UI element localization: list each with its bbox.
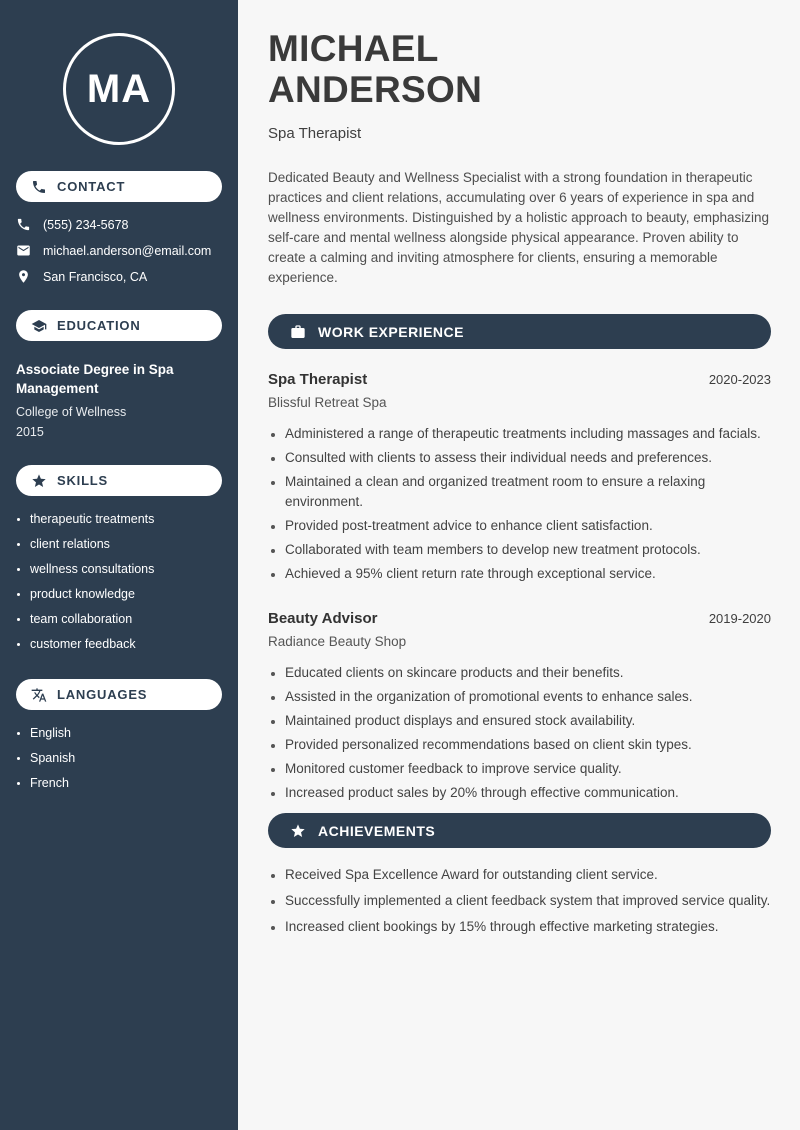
education-year: 2015 [16, 425, 44, 439]
skill-item: • client relations [30, 536, 238, 553]
name-last-line: ANDERSON [268, 69, 483, 110]
contact-list [16, 217, 222, 284]
achievements-pill [268, 813, 771, 848]
main-content [238, 0, 800, 1130]
skills-label: SKILLS [57, 473, 109, 488]
location-text: San Francisco, CA [43, 269, 148, 284]
language-item: • French [30, 775, 238, 792]
skills-list [0, 511, 238, 653]
bullet-item: • Increased product sales by 20% through effective communication. [285, 783, 771, 803]
education-school: College of Wellness [16, 405, 127, 419]
job-entry [268, 371, 771, 584]
job-title: Spa Therapist [268, 371, 368, 388]
achievement-item: • Received Spa Excellence Award for outstanding client service. [285, 865, 771, 885]
bullet-item: • Maintained product displays and ensured stock availability. [285, 711, 771, 731]
translate-icon [31, 687, 47, 703]
languages-section-pill [16, 679, 222, 710]
skill-item: • product knowledge [30, 586, 238, 603]
contact-section-pill [16, 171, 222, 202]
star-icon [31, 473, 47, 489]
skills-section-pill [16, 465, 222, 496]
job-dates: 2019-2020 [708, 611, 771, 626]
briefcase-icon [290, 324, 306, 340]
work-experience-pill [268, 314, 771, 349]
work-experience-label: WORK EXPERIENCE [318, 323, 464, 340]
email-address: michael.anderson@email.com [43, 243, 212, 258]
education-degree: Associate Degree in Spa Management [16, 362, 174, 396]
education-entry [16, 360, 222, 439]
star-icon [290, 823, 306, 839]
bullet-item: • Consulted with clients to assess their individual needs and preferences. [285, 448, 771, 468]
achievements-list [268, 865, 771, 937]
email-icon [16, 243, 31, 258]
job-bullets [268, 663, 771, 803]
phone-number: (555) 234-5678 [43, 217, 129, 232]
language-item: • English [30, 725, 238, 742]
bullet-item: • Provided personalized recommendations based on client skin types. [285, 735, 771, 755]
achievement-item: • Increased client bookings by 15% through effective marketing strategies. [285, 917, 771, 937]
bullet-item: • Monitored customer feedback to improve service quality. [285, 759, 771, 779]
job-entry [268, 610, 771, 803]
avatar-initials: MA [86, 66, 152, 111]
sidebar [0, 0, 238, 1130]
graduation-cap-icon [31, 318, 47, 334]
languages-label: LANGUAGES [57, 687, 148, 702]
bullet-item: • Educated clients on skincare products and their benefits. [285, 663, 771, 683]
skill-item: • team collaboration [30, 611, 238, 628]
languages-list [0, 725, 238, 792]
professional-summary: Dedicated Beauty and Wellness Specialist with a strong foundation in therapeutic practices and client relations, accumulating over 6 years of experience in spa and wellness environments. Distinguished by a holistic approach to beauty, emphasizing self-care and mental wellness alongside physical appearance. Proven ability to create a calming and inviting atmosphere for clients, ensuring a memorable experience. [268, 170, 770, 285]
skill-item: • customer feedback [30, 636, 238, 653]
avatar [63, 33, 175, 145]
bullet-item: • Maintained a clean and organized treatment room to ensure a relaxing environment. [285, 472, 771, 512]
language-item: • Spanish [30, 750, 238, 767]
skill-item: • therapeutic treatments [30, 511, 238, 528]
contact-item-email [16, 243, 222, 258]
job-bullets [268, 424, 771, 584]
name-first-line: MICHAEL [268, 28, 439, 69]
contact-item-location [16, 269, 222, 284]
skill-item: • wellness consultations [30, 561, 238, 578]
phone-icon [31, 179, 47, 195]
job-title-subtitle: Spa Therapist [268, 125, 362, 142]
education-label: EDUCATION [57, 318, 141, 333]
job-company: Blissful Retreat Spa [268, 395, 387, 410]
bullet-item: • Assisted in the organization of promotional events to enhance sales. [285, 687, 771, 707]
job-title: Beauty Advisor [268, 610, 378, 627]
job-header [268, 610, 771, 627]
location-icon [16, 269, 31, 284]
bullet-item: • Achieved a 95% client return rate through exceptional service. [285, 564, 771, 584]
phone-icon [16, 217, 31, 232]
achievement-item: • Successfully implemented a client feedback system that improved service quality. [285, 891, 771, 911]
job-company: Radiance Beauty Shop [268, 634, 407, 649]
job-header [268, 371, 771, 388]
contact-label: CONTACT [57, 179, 126, 194]
bullet-item: • Administered a range of therapeutic treatments including massages and facials. [285, 424, 771, 444]
bullet-item: • Collaborated with team members to develop new treatment protocols. [285, 540, 771, 560]
contact-item-phone [16, 217, 222, 232]
bullet-item: • Provided post-treatment advice to enhance client satisfaction. [285, 516, 771, 536]
job-dates: 2020-2023 [708, 372, 771, 387]
achievements-label: ACHIEVEMENTS [318, 822, 436, 839]
page-title [268, 28, 771, 110]
education-section-pill [16, 310, 222, 341]
